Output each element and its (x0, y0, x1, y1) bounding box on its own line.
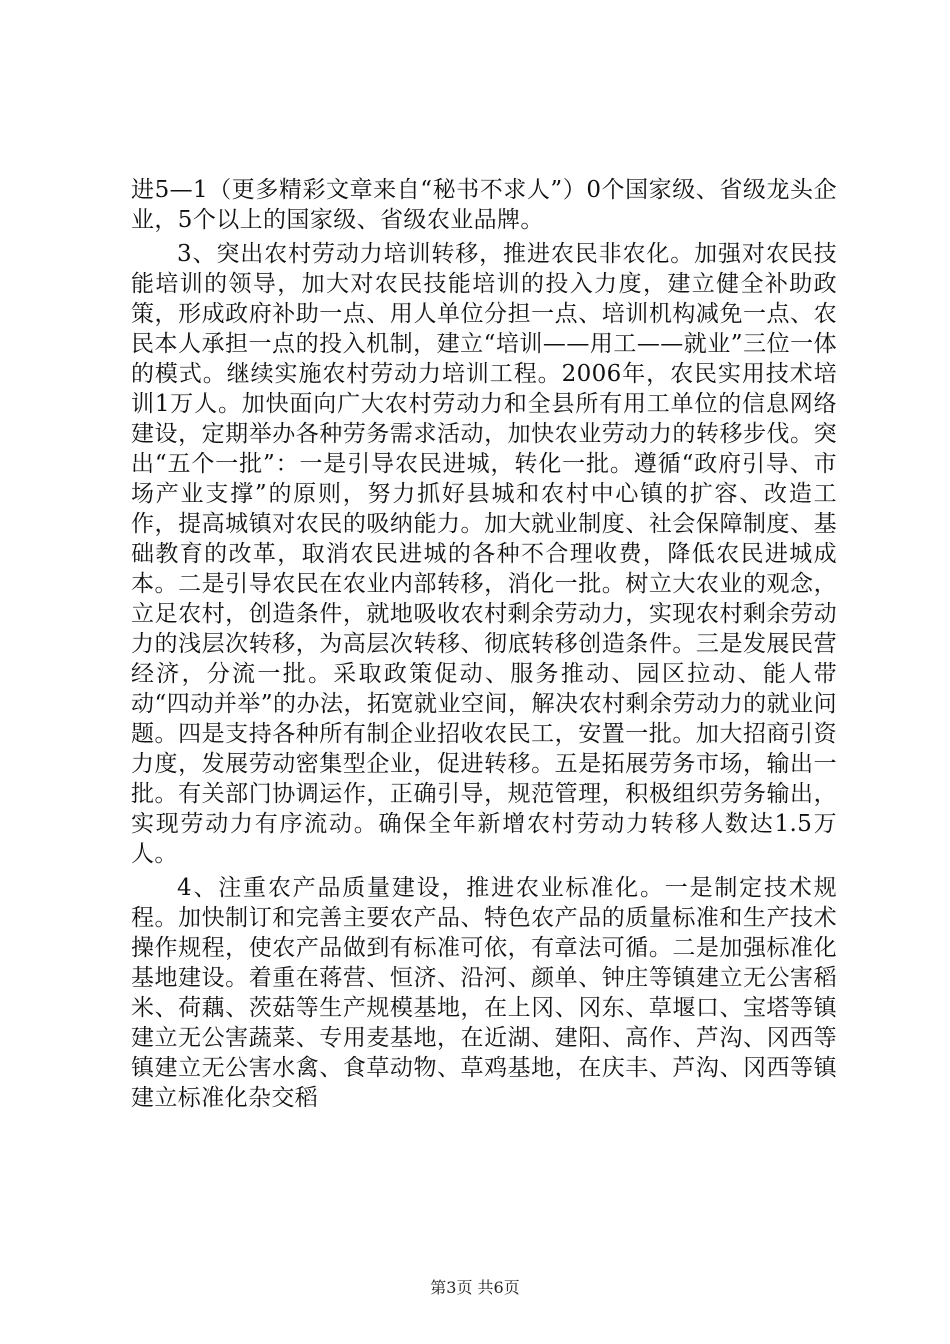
page-number-footer: 第3页 共6页 (430, 1278, 520, 1297)
paragraph-labor-training: 3、突出农村劳动力培训转移，推进农民非农化。加强对农民技能培训的领导，加大对农民技能培训的投入力度，建立健全补助政策，形成政府补助一点、用人单位分担一点、培训机构减免一点、农民本人承担一点的投入机制，建立“培训——用工——就业”三位一体的模式。继续实施农村劳动力培训工程。2006年，农民实用技术培训1万人。加快面向广大农村劳动力和全县所有用工单位的信息网络建设，定期举办各种劳务需求活动，加快农业劳动力的转移步伐。突出“五个一批”：一是引导农民进城，转化一批。遵循“政府引导、市场产业支撑”的原则，努力抓好县城和农村中心镇的扩容、改造工作，提高城镇对农民的吸纳能力。加大就业制度、社会保障制度、基础教育的改革，取消农民进城的各种不合理收费，降低农民进城成本。二是引导农民在农业内部转移，消化一批。树立大农业的观念，立足农村，创造条件，就地吸收农村剩余劳动力，实现农村剩余劳动力的浅层次转移，为高层次转移、彻底转移创造条件。三是发展民营经济，分流一批。采取政策促动、服务推动、园区拉动、能人带动“四动并举”的办法，拓宽就业空间，解决农村剩余劳动力的就业问题。四是支持各种所有制企业招收农民工，安置一批。加大招商引资力度，发展劳动密集型企业，促进转移。五是拓展劳务市场，输出一批。有关部门协调运作，正确引导，规范管理，积极组织劳务输出，实现劳动力有序流动。确保全年新增农村劳动力转移人数达1.5万人。 (131, 241, 837, 867)
paragraph-quality-standardization: 4、注重农产品质量建设，推进农业标准化。一是制定技术规程。加快制订和完善主要农产品、特色农产品的质量标准和生产技术操作规程，使农产品做到有标准可依，有章法可循。二是加强标准化基地建设。着重在蒋营、恒济、沿河、颜单、钟庄等镇建立无公害稻米、荷藕、茨菇等生产规模基地，在上冈、冈东、草堰口、宝塔等镇建立无公害蔬菜、专用麦基地，在近湖、建阳、高作、芦沟、冈西等镇建立无公害水禽、食草动物、草鸡基地，在庆丰、芦沟、冈西等镇建立标准化杂交稻 (131, 875, 837, 1111)
document-body (131, 175, 837, 1113)
paragraph-continuation: 进5—1（更多精彩文章来自“秘书不求人”）0个国家级、省级龙头企业，5个以上的国家级、省级农业品牌。 (131, 177, 837, 233)
